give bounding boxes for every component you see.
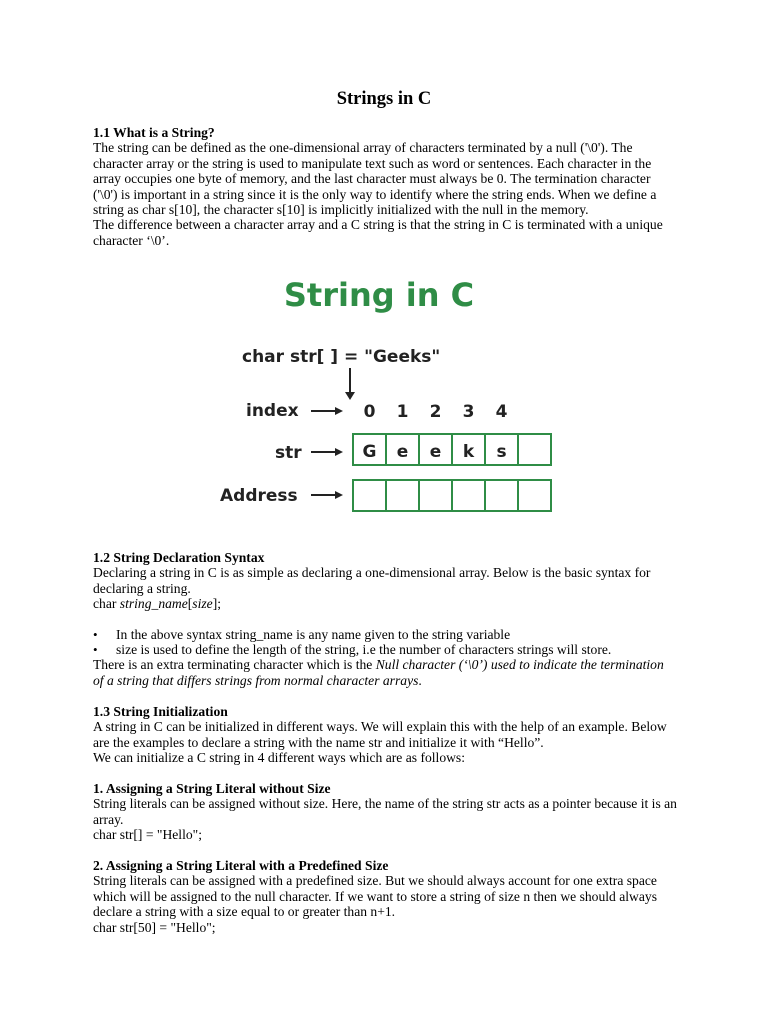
- address-cell: [452, 480, 485, 511]
- address-cell: [518, 480, 551, 511]
- down-arrow-head-icon: [345, 392, 355, 400]
- address-cell: [386, 480, 419, 511]
- paragraph: There is an extra terminating character which is the Null character (‘\0’) used to indicate the termination of a string that differs strings from normal character arrays.: [93, 657, 664, 688]
- address-label: Address: [220, 486, 298, 506]
- diagram-declaration: char str[ ] = "Geeks": [242, 347, 441, 367]
- str-char: G: [362, 442, 377, 462]
- right-arrow-head-icon: [335, 491, 343, 499]
- paragraph: The string can be defined as the one-dimensional array of characters terminated by a null ('\0'). The character array or the string is used to manipulate text such as word or sentences. Each character in the array occupies one byte of memory, and the last character must always be 0. The termination character ('\0') is important in a string since it is the only way to identify where the string ends. When we define a string as char s[10], the character s[10] is implicitly initialized with the null in the memory.: [93, 140, 657, 218]
- paragraph: We can initialize a C string in 4 different ways which are as follows:: [93, 750, 465, 766]
- bullet-icon: •: [93, 642, 98, 658]
- bullet-icon: •: [93, 626, 98, 642]
- index-value: 0: [363, 402, 376, 422]
- paragraph: The difference between a character array and a C string is that the string in C is terminated with a unique character ‘\0’.: [93, 217, 663, 248]
- index-row: [364, 402, 508, 422]
- code-line: char str[50] = "Hello";: [93, 919, 216, 935]
- paragraph: Declaring a string in C is as simple as declaring a one-dimensional array. Below is the basic syntax for declaring a string.: [93, 565, 651, 596]
- str-cell: [518, 434, 551, 465]
- str-char: s: [496, 442, 507, 462]
- paragraph: A string in C can be initialized in different ways. We will explain this with the help of an example. Below are the examples to declare a string with the name str and initialize it with “Hello”.: [93, 719, 667, 750]
- section-string-initialization: [93, 704, 677, 766]
- list-item: • In the above syntax string_name is any name given to the string variable: [93, 626, 511, 642]
- code-line: char str[] = "Hello";: [93, 827, 202, 843]
- str-label: str: [275, 443, 302, 463]
- index-value: 3: [462, 402, 475, 422]
- section-heading: 1.2 String Declaration Syntax: [93, 550, 265, 565]
- right-arrow-head-icon: [335, 407, 343, 415]
- section-what-is-string: [93, 125, 677, 248]
- section-heading: 1.3 String Initialization: [93, 704, 228, 719]
- method-heading: 1. Assigning a String Literal without Size: [93, 781, 331, 796]
- string-diagram-svg: [207, 270, 567, 530]
- method-heading: 2. Assigning a String Literal with a Predefined Size: [93, 858, 389, 873]
- right-arrow-head-icon: [335, 448, 343, 456]
- bullet-list: [93, 627, 677, 658]
- paragraph: String literals can be assigned without size. Here, the name of the string str acts as a pointer because it is an array.: [93, 796, 677, 827]
- string-diagram: [207, 270, 567, 530]
- index-value: 2: [429, 402, 442, 422]
- method-literal-with-size: [93, 858, 677, 935]
- str-char: k: [462, 442, 475, 462]
- str-char: e: [396, 442, 409, 462]
- paragraph: String literals can be assigned with a predefined size. But we should always account for one extra space which will be assigned to the null character. If we want to store a string of size n then we should always declare a string with a size equal to or greater than n+1.: [93, 873, 657, 920]
- address-cell: [419, 480, 452, 511]
- index-label: index: [246, 401, 299, 421]
- address-cell: [485, 480, 518, 511]
- address-row: [353, 480, 551, 511]
- syntax-line: char string_name[size];: [93, 596, 221, 612]
- list-item: • size is used to define the length of the string, i.e the number of characters strings will store.: [93, 642, 612, 658]
- address-cell: [353, 480, 386, 511]
- section-heading: 1.1 What is a String?: [93, 125, 215, 140]
- str-char: e: [429, 442, 442, 462]
- str-row: [353, 434, 551, 465]
- diagram-title: String in C: [283, 276, 475, 314]
- section-declaration-syntax: [93, 550, 677, 688]
- method-literal-without-size: [93, 781, 677, 843]
- index-value: 4: [495, 402, 508, 422]
- index-value: 1: [396, 402, 409, 422]
- page-title: Strings in C: [336, 89, 432, 109]
